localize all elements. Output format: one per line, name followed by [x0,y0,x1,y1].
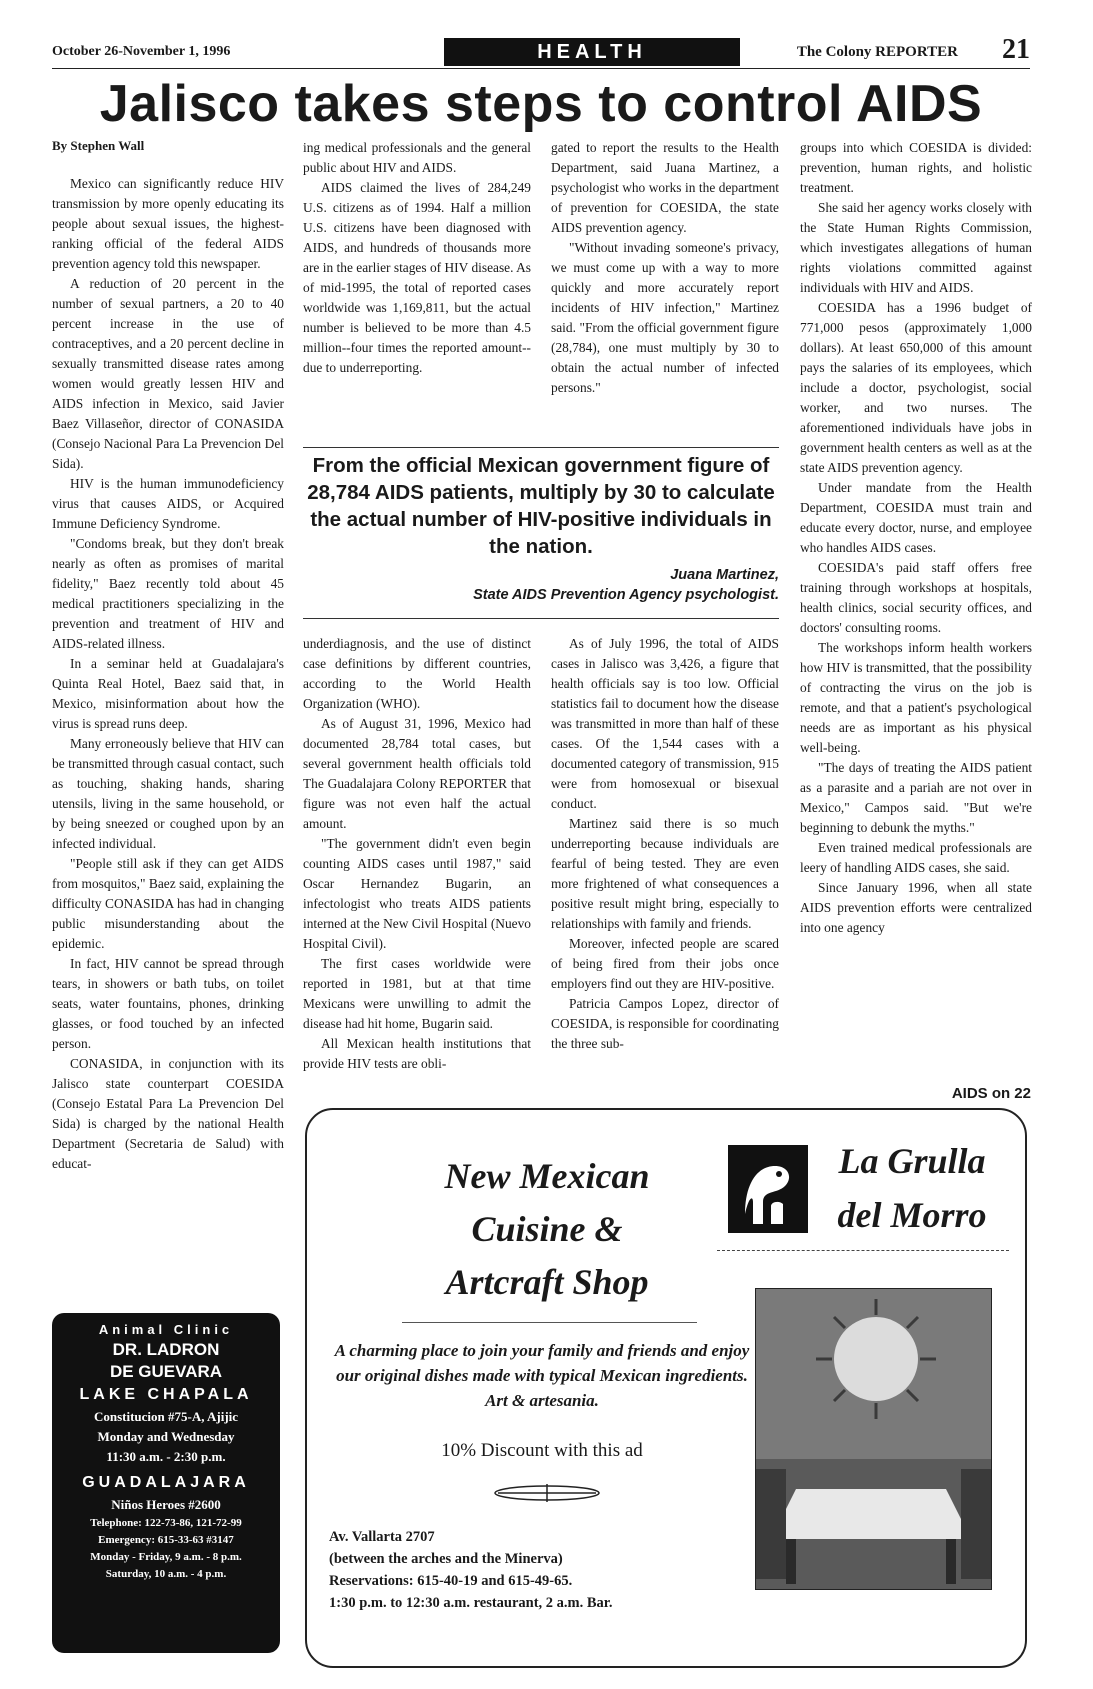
paragraph: CONASIDA, in conjunction with its Jalisco state counterpart COESIDA (Consejo Estatal Para La Prevencion Del Sida) is charged by the national Health Department (Secretaria de Salud) with educat- [52,1056,284,1171]
pull-quote-name: Juana Martinez, [670,567,779,583]
paragraph: She said her agency works closely with the State Human Rights Commission, which investigates allegations of human rights violations committed against individuals with HIV and AIDS. [800,200,1032,295]
paragraph: ing medical professionals and the general public about HIV and AIDS. [303,140,531,175]
clinic-location-chapala: LAKE CHAPALA [79,1386,253,1403]
paragraph: underdiagnosis, and the use of distinct case definitions by different countries, according to the World Health Organization (WHO). [303,636,531,711]
paragraph: "The government didn't even begin counting AIDS cases until 1987," said Oscar Hernandez Bugarin, an infectologist who treats AIDS patients interned at the New Civil Hospital (Nuevo Hospital Civil). [303,836,531,951]
paragraph: gated to report the results to the Health Department, said Juana Martinez, a psychologist who works in the department of prevention for COESIDA, the state AIDS prevention agency. [551,140,779,235]
ad-discount: 10% Discount with this ad [441,1440,643,1461]
restaurant-photo [755,1288,992,1590]
paragraph: Under mandate from the Health Department, COESIDA must train and educate every doctor, nurse, and employee who handles AIDS cases. [800,480,1032,555]
logo-divider [717,1250,1009,1251]
paragraph: The workshops inform health workers how HIV is transmitted, that the possibility of contracting the virus on the job is remote, and that a patient's psychological needs are as important as his physical well-being. [800,640,1032,755]
ad-tagline: A charming place to join your family and friends and enjoy our original dishes made with typical Mexican ingredients. [334,1341,750,1385]
paragraph: As of July 1996, the total of AIDS cases in Jalisco was 3,426, a figure that health officials say is too low. Official statistics fail to document how the disease was transmitted in more than half of these cases. Of the 1,544 cases with a documented category of transmission, 915 were from homosexual or bisexual conduct. [551,636,779,811]
paragraph: Mexico can significantly reduce HIV transmission by more openly educating its people about sexual issues, the highest-ranking official of the federal AIDS prevention agency told this newspaper. [52,176,284,271]
paragraph: In fact, HIV cannot be spread through tears, in showers or bath tubs, on toilet seats, water fountains, phones, drinking glasses, or food touched by an infected person. [52,956,284,1051]
paragraph: As of August 31, 1996, Mexico had documented 28,784 total cases, but several government health officials told The Guadalajara Colony REPORTER that figure was not even half the actual amount. [303,716,531,831]
paragraph: Many erroneously believe that HIV can be transmitted through casual contact, such as touching, shaking hands, sharing utensils, living in the same household, or by being sneezed or coughed upon by an infected individual. [52,736,284,851]
paragraph: A reduction of 20 percent in the number of sexual partners, a 20 to 40 percent increase in the use of contraceptives, and a 20 percent decline in sexually transmitted disease rates among women would greatly lessen HIV and AIDS infection in Mexico, said Javier Baez Villaseñor, director of CONASIDA (Consejo Nacional Para La Prevencion Del Sida). [52,276,284,471]
issue-date: October 26-November 1, 1996 [52,44,231,59]
restaurant-ad [305,1108,1027,1668]
paragraph: Moreover, infected people are scared of being fired from their jobs once employers find out they are HIV-positive. [551,936,779,991]
paragraph: Martinez said there is so much underreporting because individuals are fearful of being tested. They are even more frightened of what consequences a positive result might bring, especially to relationships with family and friends. [551,816,779,931]
paragraph: Since January 1996, when all state AIDS prevention efforts were centralized into one agency [800,880,1032,935]
pull-quote: From the official Mexican government figure of 28,784 AIDS patients, multiply by 30 to calculate the actual number of HIV-positive individuals in the nation. [307,454,775,558]
paragraph: The first cases worldwide were reported in 1981, but at that time Mexicans were unwilling to admit the disease had hit home, Bugarin said. [303,956,531,1031]
clinic-hours-chapala: 11:30 a.m. - 2:30 p.m. [106,1449,226,1464]
ad-reservations: Reservations: 615-40-19 and 615-49-65. [329,1573,573,1589]
paragraph: AIDS claimed the lives of 284,249 U.S. citizens as of 1994. Half a million U.S. citizens have been diagnosed with AIDS, and hundreds of thousands more are in the earlier stages of HIV disease. As of mid-1995, the total of reported cases worldwide was 1,169,811, but the actual number is believed to be more than 4.5 million--four times the reported amount--due to underreporting. [303,180,531,375]
ad-tagline-art: Art & artesania. [485,1391,599,1410]
ad-tagline-block [327,1338,757,1413]
paragraph: All Mexican health institutions that provide HIV tests are obli- [303,1036,531,1071]
ad-headline-line1: New Mexican [444,1156,650,1196]
paper-name: The Colony REPORTER [796,44,958,60]
article-column-3-bottom [551,634,779,1102]
ad-street: Av. Vallarta 2707 [329,1529,435,1545]
pullquote-rule-top [303,447,779,448]
restaurant-logo-text [812,1134,1012,1242]
ad-headline [387,1150,707,1309]
byline: By Stephen Wall [52,138,145,153]
article-headline: Jalisco takes steps to control AIDS [99,75,983,133]
clinic-address-chapala: Constitucion #75-A, Ajijic [93,1409,239,1424]
ad-address-block [329,1526,769,1614]
article-column-3-top [551,138,779,438]
ad-headline-line2: Cuisine & [471,1209,623,1249]
pullquote-rule-bottom [303,618,779,619]
paragraph: Patricia Campos Lopez, director of COESIDA, is responsible for coordinating the three sub- [551,996,779,1051]
clinic-doctor-line1: DR. LADRON [112,1340,220,1359]
clinic-weekday-hours: Monday - Friday, 9 a.m. - 8 p.m. [90,1551,242,1563]
clinic-days-chapala: Monday and Wednesday [97,1429,235,1444]
logo-line1: La Grulla [838,1141,986,1181]
animal-clinic-ad [52,1313,280,1653]
ad-landmark: (between the arches and the Minerva) [329,1551,563,1567]
clinic-type: Animal Clinic [98,1322,234,1337]
paragraph: In a seminar held at Guadalajara's Quinta Real Hotel, Baez said that, in Mexico, misinformation about how the virus is spread runs deep. [52,656,284,731]
crane-logo-icon [727,1144,809,1234]
paragraph: "People still ask if they can get AIDS from mosquitos," Baez said, explaining the difficulty CONASIDA has had in changing public misunderstanding about the epidemic. [52,856,284,951]
page-header [52,34,1030,69]
ad-hours: 1:30 p.m. to 12:30 a.m. restaurant, 2 a.m. Bar. [329,1595,613,1611]
clinic-location-gdl: GUADALAJARA [82,1474,250,1491]
paragraph: "The days of treating the AIDS patient as a parasite and a pariah are not over in Mexico," Campos said. "But we're beginning to debunk the myths." [800,760,1032,835]
article-column-4 [800,138,1032,1088]
pull-quote-attribution [303,565,779,605]
ad-headline-line3: Artcraft Shop [445,1262,649,1302]
article-column-2-bottom [303,634,531,1102]
section-banner: HEALTH [444,38,740,66]
clinic-emergency: Emergency: 615-33-63 #3147 [98,1534,234,1546]
article-column-1 [52,138,284,1320]
ad-divider [402,1322,697,1323]
ornament-icon [492,1482,602,1504]
clinic-saturday-hours: Saturday, 10 a.m. - 4 p.m. [105,1568,227,1580]
clinic-telephone: Telephone: 122-73-86, 121-72-99 [90,1517,242,1529]
page-number: 21 [1002,34,1030,65]
paragraph: groups into which COESIDA is divided: prevention, human rights, and holistic treatment. [800,140,1032,195]
continued-jump-line: AIDS on 22 [951,1085,1031,1102]
paragraph: "Without invading someone's privacy, we must come up with a way to more quickly and more accurately report incidents of HIV infection," Martinez said. "From the official government figure (28,784), one must multiply by 30 to obtain the actual number of infected persons." [551,240,779,395]
logo-line2: del Morro [837,1195,987,1235]
clinic-address-gdl: Niños Heroes #2600 [111,1497,221,1512]
clinic-doctor-line2: DE GUEVARA [109,1362,223,1381]
paragraph: "Condoms break, but they don't break nearly as often as promises of marital fidelity," Baez recently told about 45 medical practitioners specializing in the prevention and treatment of HIV and AIDS-related illness. [52,536,284,651]
pull-quote-title: State AIDS Prevention Agency psychologist. [473,587,779,603]
paragraph: Even trained medical professionals are leery of handling AIDS cases, she said. [800,840,1032,875]
paragraph: HIV is the human immunodeficiency virus that causes AIDS, or Acquired Immune Deficiency Syndrome. [52,476,284,531]
paragraph: COESIDA has a 1996 budget of 771,000 pesos (approximately 1,000 dollars). At least 650,000 of this amount pays the salaries of its employees, which include a doctor, psychologist, social worker, and two nurses. The aforementioned individuals have jobs in government health centers as well as at the state AIDS prevention agency. [800,300,1032,475]
article-column-2-top [303,138,531,438]
paragraph: COESIDA's paid staff offers free training through workshops at hospitals, health clinics, social security offices, and doctors' consulting rooms. [800,560,1032,635]
